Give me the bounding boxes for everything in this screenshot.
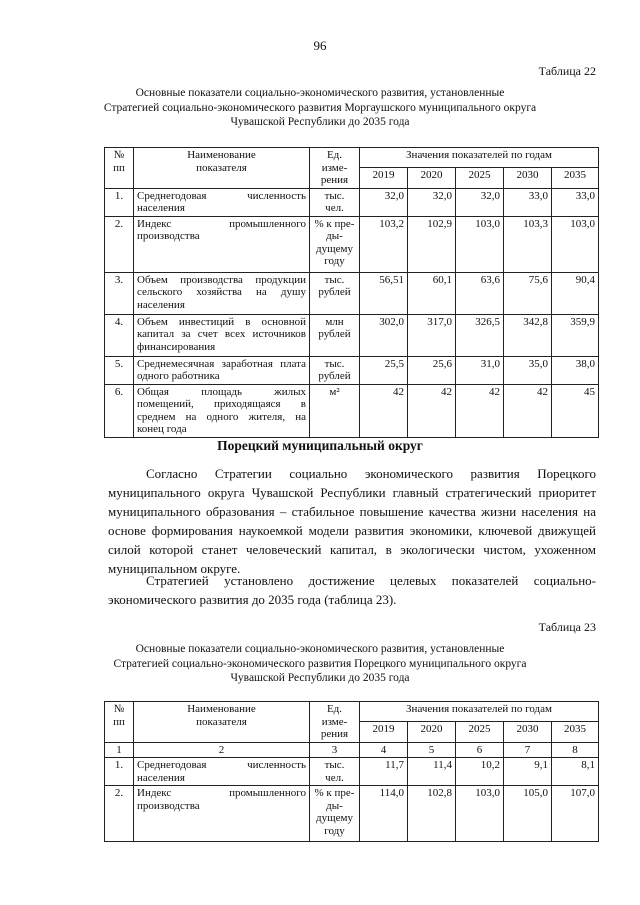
header-year: 2030 xyxy=(504,722,552,742)
row-number: 4. xyxy=(105,314,134,356)
table-23-caption xyxy=(60,642,580,686)
numbering-row xyxy=(105,742,599,758)
value: 42 xyxy=(456,384,504,437)
value: 32,0 xyxy=(456,188,504,216)
row-number: 2. xyxy=(105,786,134,842)
header-row xyxy=(105,702,599,722)
value: 38,0 xyxy=(552,356,599,384)
section-title: Порецкий муниципальный округ xyxy=(217,438,423,453)
header-no: № пп xyxy=(105,702,134,743)
column-number: 7 xyxy=(504,742,552,758)
header-year: 2019 xyxy=(360,722,408,742)
column-number: 4 xyxy=(360,742,408,758)
value: 103,0 xyxy=(456,216,504,272)
value: 32,0 xyxy=(408,188,456,216)
unit: м² xyxy=(310,384,360,437)
column-number: 3 xyxy=(310,742,360,758)
row-number: 1. xyxy=(105,188,134,216)
header-name: Наименование показателя xyxy=(134,702,310,743)
value: 302,0 xyxy=(360,314,408,356)
table-23-label: Таблица 23 xyxy=(538,620,596,634)
row-number: 6. xyxy=(105,384,134,437)
value: 107,0 xyxy=(552,786,599,842)
table-22-caption xyxy=(60,86,580,130)
table-row xyxy=(105,188,599,216)
caption-line: Чувашской Республики до 2035 года xyxy=(230,672,410,684)
header-name: Наименование показателя xyxy=(134,148,310,189)
value: 33,0 xyxy=(552,188,599,216)
value: 31,0 xyxy=(456,356,504,384)
column-number: 5 xyxy=(408,742,456,758)
header-year: 2030 xyxy=(504,168,552,188)
value: 42 xyxy=(504,384,552,437)
value: 35,0 xyxy=(504,356,552,384)
unit: тыс. рублей xyxy=(310,272,360,314)
header-year: 2020 xyxy=(408,722,456,742)
header-values-group: Значения показателей по годам xyxy=(360,148,599,168)
row-number: 1. xyxy=(105,758,134,786)
header-unit: Ед. изме- рения xyxy=(310,702,360,743)
value: 32,0 xyxy=(360,188,408,216)
caption-line: Основные показатели социально-экономического развития, установленные xyxy=(135,87,505,99)
value: 11,4 xyxy=(408,758,456,786)
caption-line: Стратегией социально-экономического развития Моргаушского муниципального округа xyxy=(103,101,537,114)
value: 359,9 xyxy=(552,314,599,356)
indicator-name: Индекс промышленного производства xyxy=(134,786,310,842)
indicator-name: Объем производства продукции сельского хозяйства на душу населения xyxy=(134,272,310,314)
unit: % к пре- ды- дущему году xyxy=(310,786,360,842)
indicator-name: Объем инвестиций в основной капитал за счет всех источников финансирования xyxy=(134,314,310,356)
caption-line: Основные показатели социально-экономического развития, установленные xyxy=(135,643,505,655)
header-year: 2020 xyxy=(408,168,456,188)
unit: тыс. чел. xyxy=(310,758,360,786)
value: 60,1 xyxy=(408,272,456,314)
table-row xyxy=(105,384,599,437)
header-year: 2035 xyxy=(552,168,599,188)
table-row xyxy=(105,216,599,272)
column-number: 6 xyxy=(456,742,504,758)
value: 42 xyxy=(360,384,408,437)
indicator-name: Среднегодовая численность населения xyxy=(134,758,310,786)
value: 8,1 xyxy=(552,758,599,786)
table-row xyxy=(105,786,599,842)
value: 45 xyxy=(552,384,599,437)
value: 342,8 xyxy=(504,314,552,356)
value: 33,0 xyxy=(504,188,552,216)
unit: тыс. чел. xyxy=(310,188,360,216)
value: 56,51 xyxy=(360,272,408,314)
caption-line: Стратегией социально-экономического развития Порецкого муниципального округа xyxy=(113,657,527,670)
value: 25,5 xyxy=(360,356,408,384)
value: 9,1 xyxy=(504,758,552,786)
table-22 xyxy=(104,147,599,438)
value: 90,4 xyxy=(552,272,599,314)
value: 102,8 xyxy=(408,786,456,842)
value: 105,0 xyxy=(504,786,552,842)
column-number: 8 xyxy=(552,742,599,758)
table-row xyxy=(105,356,599,384)
header-year: 2025 xyxy=(456,722,504,742)
caption-line: Чувашской Республики до 2035 года xyxy=(230,116,410,128)
paragraph-2: Стратегией установлено достижение целевых показателей социально-экономического развития до 2035 года (таблица 23). xyxy=(108,573,596,607)
unit: тыс. рублей xyxy=(310,356,360,384)
value: 103,2 xyxy=(360,216,408,272)
value: 10,2 xyxy=(456,758,504,786)
table-row xyxy=(105,272,599,314)
value: 11,7 xyxy=(360,758,408,786)
header-year: 2035 xyxy=(552,722,599,742)
value: 75,6 xyxy=(504,272,552,314)
header-unit: Ед. изме- рения xyxy=(310,148,360,189)
unit: % к пре- ды- дущему году xyxy=(310,216,360,272)
value: 317,0 xyxy=(408,314,456,356)
table-row xyxy=(105,758,599,786)
table-23 xyxy=(104,701,599,842)
header-year: 2019 xyxy=(360,168,408,188)
value: 114,0 xyxy=(360,786,408,842)
value: 25,6 xyxy=(408,356,456,384)
indicator-name: Общая площадь жилых помещений, приходящаяся в среднем на одного жителя, на конец года xyxy=(134,384,310,437)
indicator-name: Индекс промышленного производства xyxy=(134,216,310,272)
row-number: 5. xyxy=(105,356,134,384)
column-number: 2 xyxy=(134,742,310,758)
row-number: 3. xyxy=(105,272,134,314)
value: 102,9 xyxy=(408,216,456,272)
value: 42 xyxy=(408,384,456,437)
paragraph-1: Согласно Стратегии социально экономического развития Порецкого муниципального округа Чувашской Республики главный стратегический приоритет муниципального образования – стабильное повышение качества жизни населения на основе формирования наукоемкой модели развития экономики, ключевой движущей силой которой станет человеческий капитал, в экологически чистом, ухоженном муниципальном округе. xyxy=(108,466,596,576)
header-year: 2025 xyxy=(456,168,504,188)
indicator-name: Среднегодовая численность населения xyxy=(134,188,310,216)
value: 103,0 xyxy=(456,786,504,842)
value: 63,6 xyxy=(456,272,504,314)
indicator-name: Среднемесячная заработная плата одного работника xyxy=(134,356,310,384)
header-no: № пп xyxy=(105,148,134,189)
header-row xyxy=(105,148,599,168)
value: 103,0 xyxy=(552,216,599,272)
column-number: 1 xyxy=(105,742,134,758)
unit: млн рублей xyxy=(310,314,360,356)
row-number: 2. xyxy=(105,216,134,272)
table-row xyxy=(105,314,599,356)
value: 103,3 xyxy=(504,216,552,272)
value: 326,5 xyxy=(456,314,504,356)
header-values-group: Значения показателей по годам xyxy=(360,702,599,722)
page-number: 96 xyxy=(313,38,327,53)
table-22-label: Таблица 22 xyxy=(538,64,596,78)
